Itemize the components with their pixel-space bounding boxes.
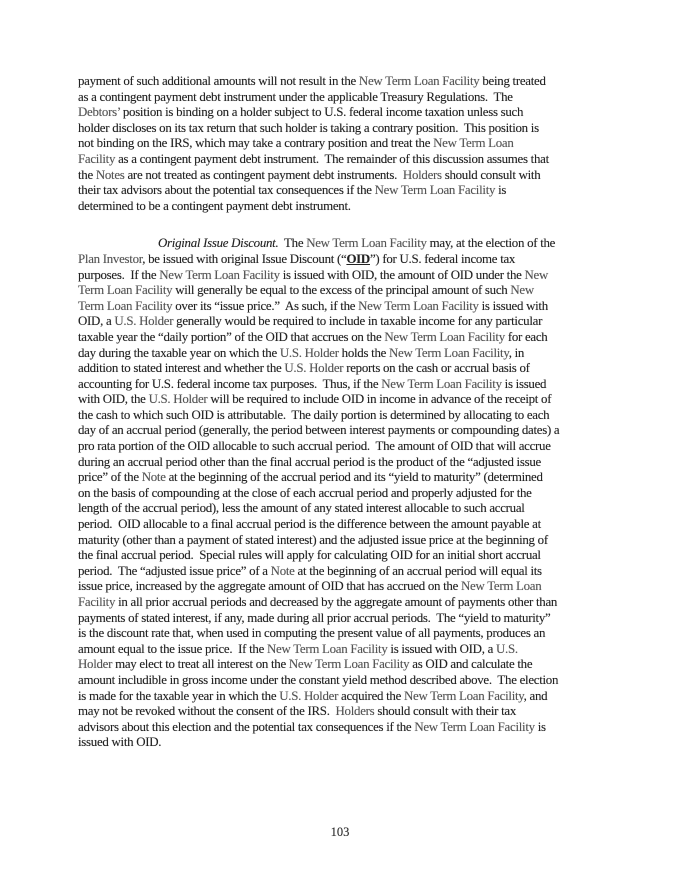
text-segment: price” of the	[78, 470, 142, 485]
text-segment: their tax advisors about the potential tax consequences if the	[78, 183, 375, 198]
text-segment: over its “issue price.” As such, if the	[172, 298, 359, 313]
page-number: 103	[330, 825, 350, 839]
text-line	[78, 642, 638, 658]
defined-term: U.S. Holder	[114, 314, 174, 329]
text-line	[78, 657, 638, 673]
text-segment: ”) for U.S. federal income tax	[369, 251, 516, 266]
text-line	[78, 735, 638, 751]
text-segment: is issued with OID, the amount of OID under the	[279, 267, 525, 282]
text-segment: may not be revoked without the consent of the IRS.	[78, 704, 336, 719]
text-segment: are not treated as contingent payment debt instruments.	[124, 167, 403, 182]
text-segment: period. OID allocable to a final accrual period is the difference between the amount payable at	[78, 517, 541, 532]
text-segment: is	[534, 719, 546, 734]
text-segment: , and	[523, 688, 548, 703]
text-segment: the	[78, 167, 96, 182]
text-segment: issued with OID.	[78, 735, 162, 750]
text-line	[78, 408, 638, 424]
defined-term: New Term Loan Facility	[381, 376, 502, 391]
defined-term: New Term Loan Facility	[403, 688, 524, 703]
text-segment: , be issued with original Issue Discount (“	[142, 251, 347, 266]
text-segment: not binding on the IRS, which may take a contrary position and treat the	[78, 136, 434, 151]
defined-term: U.S. Holder	[279, 345, 339, 360]
text-segment: reports on the cash or accrual basis of	[343, 361, 530, 376]
text-line	[78, 579, 638, 595]
text-line	[78, 299, 638, 315]
defined-term: New Term Loan	[460, 579, 542, 594]
text-line	[78, 314, 638, 330]
text-segment: The	[278, 236, 307, 251]
text-segment: as OID and calculate the	[409, 657, 533, 672]
text-segment: determined to be a contingent payment debt instrument.	[78, 198, 351, 213]
text-segment: will be required to include OID in income in advance of the receipt of	[207, 392, 552, 407]
text-line	[78, 548, 638, 564]
text-segment: is issued with	[478, 298, 548, 313]
text-segment: generally would be required to include in taxable income for any particular	[173, 314, 543, 329]
text-segment: advisors about this election and the potential tax consequences if the	[78, 719, 415, 734]
text-segment: should consult with	[441, 167, 541, 182]
text-segment: , in	[508, 345, 525, 360]
text-segment: is made for the taxable year in which the	[78, 688, 280, 703]
page-footer	[0, 825, 680, 840]
text-line	[78, 486, 638, 502]
text-segment: position is binding on a holder subject to U.S. federal income taxation unless such	[119, 105, 524, 120]
text-segment: with OID, the	[78, 392, 149, 407]
text-line	[78, 439, 638, 455]
defined-term: Holder	[78, 657, 113, 672]
defined-term: New Term Loan Facility	[159, 267, 280, 282]
text-line	[78, 704, 638, 720]
text-segment: length of the accrual period), less the amount of any stated interest allocable to such accrual	[78, 501, 525, 516]
text-segment: is	[495, 183, 507, 198]
text-line	[78, 152, 638, 168]
text-segment: maturity (other than a payment of stated interest) and the adjusted issue price at the beginning of	[78, 532, 548, 547]
defined-term: New	[524, 267, 549, 282]
text-segment: is issued	[501, 376, 547, 391]
text-line	[78, 90, 638, 106]
text-segment: for each	[504, 329, 548, 344]
document-body	[78, 74, 638, 773]
defined-term: New Term Loan Facility	[358, 298, 479, 313]
defined-term: New Term Loan Facility	[358, 74, 480, 88]
text-line	[78, 611, 638, 627]
text-line	[78, 283, 638, 299]
defined-term: Facility	[78, 151, 116, 166]
text-segment: may elect to treat all interest on the	[112, 657, 289, 672]
text-segment: payments of stated interest, if any, made during all prior accrual periods. The “yield to maturity”	[78, 610, 551, 625]
defined-term: New Term Loan Facility	[389, 345, 509, 360]
defined-term: Holders	[335, 704, 375, 719]
text-segment: acquired the	[338, 688, 404, 703]
defined-term: New Term Loan Facility	[414, 719, 535, 734]
text-line	[78, 377, 638, 393]
text-segment: purposes. If the	[78, 267, 160, 282]
text-segment: pro rata portion of the OID allocable to such accrual period. The amount of OID that will accrue	[78, 439, 551, 454]
defined-term: Note	[270, 563, 295, 578]
text-line	[78, 470, 638, 486]
text-line	[78, 720, 638, 736]
text-line	[78, 392, 638, 408]
text-segment: day during the taxable year on which the	[78, 345, 280, 360]
text-line	[78, 361, 638, 377]
text-segment: may, at the election of the	[426, 236, 556, 251]
defined-term: U.S.	[495, 641, 518, 656]
text-segment: being treated	[479, 74, 546, 88]
text-segment: on the basis of compounding at the close of each accrual period and properly adjusted for the	[78, 485, 532, 500]
text-segment: day of an accrual period (generally, the period between interest payments or compounding dates) a	[78, 423, 560, 438]
defined-term: New Term Loan Facility	[288, 657, 410, 672]
text-segment: amount equal to the issue price. If the	[78, 641, 267, 656]
text-segment: taxable year the “daily portion” of the OID that accrues on the	[78, 329, 385, 344]
defined-term: U.S. Holder	[284, 361, 344, 376]
defined-term: Term Loan Facility	[78, 298, 173, 313]
paragraph	[78, 236, 638, 751]
defined-term: Debtors’	[78, 105, 120, 120]
text-line	[78, 595, 638, 611]
text-line	[78, 183, 638, 199]
text-line	[78, 673, 638, 689]
text-line	[78, 268, 638, 284]
defined-term: U.S. Holder	[148, 392, 208, 407]
text-segment: at the beginning of the accrual period and its “yield to maturity” (determined	[165, 470, 543, 485]
text-segment: issue price, increased by the aggregate amount of OID that has accrued on the	[78, 579, 461, 594]
text-segment: the final accrual period. Special rules will apply for calculating OID for an initial short accrual	[78, 548, 541, 563]
defined-term: New Term Loan Facility	[306, 236, 427, 251]
text-segment: period. The “adjusted issue price” of a	[78, 563, 271, 578]
text-line	[78, 236, 638, 252]
text-line	[78, 199, 638, 215]
text-line	[78, 689, 638, 705]
text-line	[78, 168, 638, 184]
text-segment: amount includible in gross income under the constant yield method described above. The election	[78, 672, 559, 687]
text-line	[78, 423, 638, 439]
text-segment: as a contingent payment debt instrument under the applicable Treasury Regulations. The	[78, 89, 513, 104]
text-line	[78, 74, 638, 90]
defined-term: U.S. Holder	[279, 688, 339, 703]
text-line	[78, 105, 638, 121]
defined-term: Term Loan Facility	[78, 283, 173, 298]
text-line	[78, 346, 638, 362]
defined-term: New Term Loan	[433, 136, 514, 151]
text-line	[78, 455, 638, 471]
text-segment: payment of such additional amounts will not result in the	[78, 74, 359, 88]
text-segment: in all prior accrual periods and decreased by the aggregate amount of payments other than	[115, 595, 558, 609]
text-segment: as a contingent payment debt instrument. The remainder of this discussion assumes that	[115, 151, 549, 166]
text-segment: should consult with their tax	[374, 704, 517, 719]
text-segment: during an accrual period other than the final accrual period is the product of the “adjusted issue	[78, 454, 541, 469]
text-segment: is the discount rate that, when used in computing the present value of all payments, produces an	[78, 626, 546, 641]
text-line	[78, 252, 638, 268]
text-line	[78, 330, 638, 346]
defined-term: New	[510, 283, 534, 298]
text-segment: the cash to which such OID is attributable. The daily portion is determined by allocating to each	[78, 407, 550, 422]
defined-term-oid: OID	[346, 251, 370, 266]
text-segment: is issued with OID, a	[387, 641, 496, 656]
text-line	[78, 533, 638, 549]
text-segment: accounting for U.S. federal income tax purposes. Thus, if the	[78, 376, 382, 391]
text-segment: addition to stated interest and whether the	[78, 361, 285, 376]
text-line	[78, 626, 638, 642]
text-line	[78, 501, 638, 517]
defined-term: New Term Loan Facility	[384, 329, 505, 344]
text-segment: OID, a	[78, 314, 115, 329]
defined-term: New Term Loan Facility	[374, 183, 496, 198]
text-line	[78, 517, 638, 533]
defined-term: Facility	[78, 595, 116, 609]
text-line	[78, 121, 638, 137]
paragraph	[78, 74, 638, 214]
defined-term: Note	[141, 470, 166, 485]
defined-term: Notes	[95, 167, 125, 182]
italic-lead-in: Original Issue Discount.	[158, 236, 279, 251]
text-line	[78, 564, 638, 580]
text-segment: holds the	[338, 345, 390, 360]
text-segment: holder discloses on its tax return that such holder is taking a contrary position. This position is	[78, 120, 539, 135]
text-line	[78, 136, 638, 152]
text-segment: will generally be equal to the excess of the principal amount of such	[172, 283, 511, 298]
defined-term: New Term Loan Facility	[266, 641, 388, 656]
text-segment: at the beginning of an accrual period will equal its	[294, 563, 542, 578]
defined-term: Plan Investor	[78, 251, 143, 266]
defined-term: Holders	[402, 167, 442, 182]
